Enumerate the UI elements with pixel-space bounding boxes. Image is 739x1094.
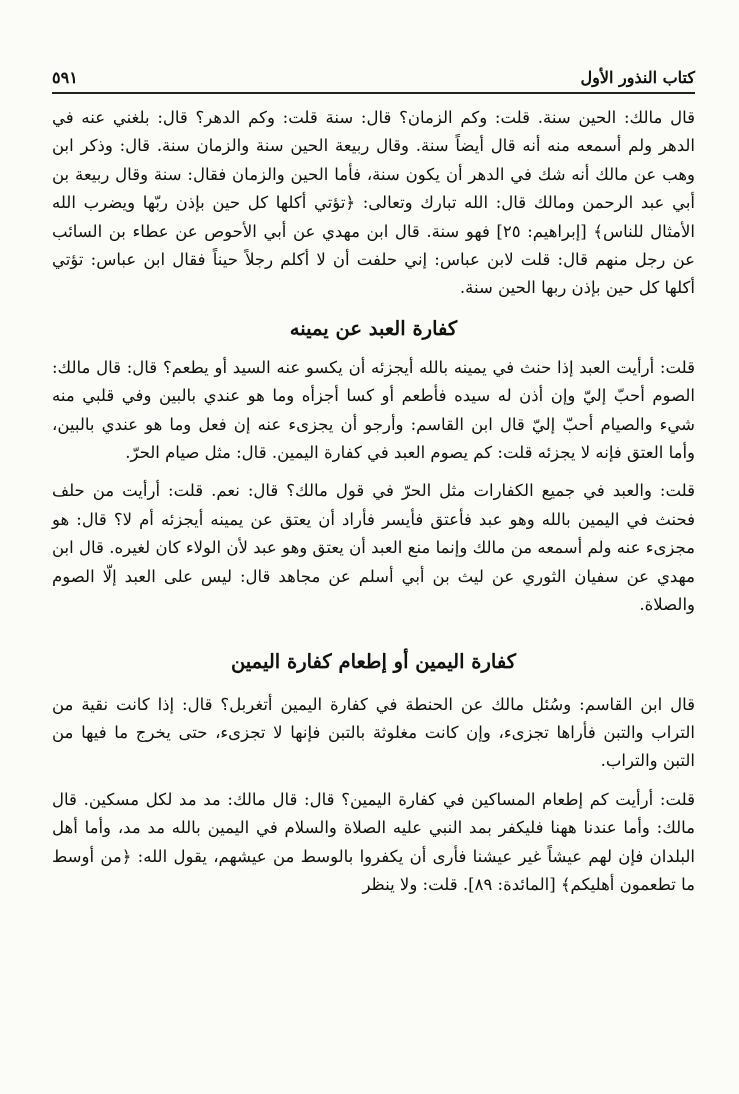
- page-number: ٥٩١: [52, 67, 78, 87]
- paragraph-5: قلت: أرأيت كم إطعام المساكين في كفارة اليمين؟ قال: قال مالك: مد مد لكل مسكين. قال مالك: وأما عندنا ههنا فليكفر بمد النبي عليه الصلاة والسلام في اليمين بالله مد مد، وأما أهل البلدان فإن لهم عيشاً غير عيشنا فأرى أن يكفروا بالوسط من عيشهم، يقول الله: ﴿من أوسط ما تطعمون أهليكم﴾ [المائدة: ٨٩]. قلت: ولا ينظر: [52, 789, 695, 894]
- header-rule: [52, 92, 695, 94]
- page-body: [52, 104, 695, 899]
- paragraph-1: قال مالك: الحين سنة. قلت: وكم الزمان؟ قال: سنة قلت: وكم الدهر؟ قال: بلغني عنه في الدهر ولم أسمعه منه أنه قال أيضاً سنة. وقال ربيعة الحين سنة والزمان سنة. قال: وذكر ابن وهب عن مالك أنه شك في الدهر أن يكون سنة، فأما الحين والزمان فقال: سنة وقال ربيعة بن أبي عبد الرحمن ومالك قال: الله تبارك وتعالى: ﴿تؤتي أكلها كل حين بإذن ربّها ويضرب الله الأمثال للناس﴾ [إبراهيم: ٢٥] فهو سنة. قال ابن مهدي عن أبي الأحوص عن عطاء بن السائب عن رجل منهم قال: قلت لابن عباس: إني حلفت أن لا أكلم رجلاً حيناً فقال ابن عباس: تؤتي أكلها كل حين بإذن ربها الحين سنة.: [52, 108, 696, 298]
- book-title: كتاب النذور الأول: [580, 67, 695, 87]
- paragraph-2: قلت: أرأيت العبد إذا حنث في يمينه بالله أيجزئه أن يكسو عنه السيد أو يطعم؟ قال: قال مالك: الصوم أحبّ إليّ وإن أذن له سيده فأطعم أو كسا أجزأه وما هو عندي بالبين وفي قلبي منه شيء والصيام أحبّ إليّ قال ابن القاسم: وأرجو أن يجزىء عنه إن فعل وما هو عندي بالبين، وأما العتق فإنه لا يجزئه قلت: كم يصوم العبد في كفارة اليمين. قال: مثل صيام الحرّ.: [52, 357, 695, 463]
- section-heading-2: كفارة اليمين أو إطعام كفارة اليمين: [230, 649, 517, 673]
- paragraph-3: قلت: والعبد في جميع الكفارات مثل الحرّ في قول مالك؟ قال: نعم. قلت: أرأيت من حلف فحنث في اليمين بالله وهو عبد فأعتق فأيسر فأراد أن يعتق عن يمينه أيجزئه أم لا؟ قال: هو مجزىء عنه ولم أسمعه من مالك وإنما منع العبد أن يعتق وهو عبد لأن الولاء كان لغيره. قال ابن مهدي عن سفيان الثوري عن ليث بن أبي أسلم عن مجاهد قال: ليس على العبد إلّا الصوم والصلاة.: [52, 481, 695, 615]
- running-header: [52, 66, 695, 88]
- section-heading-1: كفارة العبد عن يمينه: [289, 316, 458, 340]
- paragraph-4: قال ابن القاسم: وسُئل مالك عن الحنطة في كفارة اليمين أتغربل؟ قال: إذا كانت نقية من التراب والتبن فأراها تجزىء، وإن كانت مغلوثة بالتبن فإنها لا تجزىء، حتى يخرج ما فيها من التبن والتراب.: [52, 694, 695, 771]
